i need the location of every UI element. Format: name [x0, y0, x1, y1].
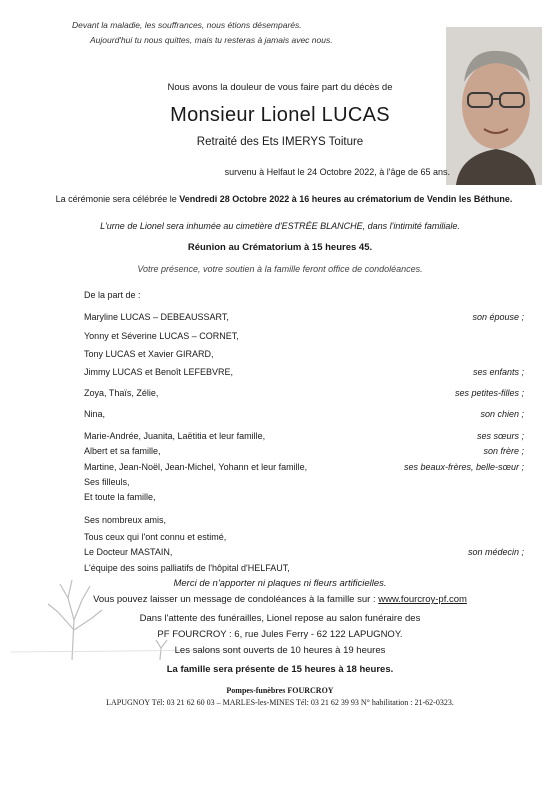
family-row [84, 492, 524, 502]
family-member: Ses nombreux amis, [84, 515, 167, 525]
ceremony-details: Vendredi 28 Octobre 2022 à 16 heures au crématorium de Vendin les Béthune. [179, 194, 513, 204]
family-row [84, 446, 524, 456]
family-member: Zoya, Thaïs, Zélie, [84, 388, 159, 398]
family-member: Nina, [84, 409, 106, 419]
family-row [84, 477, 524, 487]
family-member: Ses filleuls, [84, 477, 130, 487]
poem-line-2: Aujourd'hui tu nous quittes, mais tu resteras à jamais avec nous. [90, 35, 333, 45]
urn-info: L'urne de Lionel sera inhumée au cimetière d'ESTRÉE BLANCHE, dans l'intimité familiale. [100, 221, 460, 231]
family-member: L'équipe des soins palliatifs de l'hôpital d'HELFAUT, [84, 563, 290, 573]
family-row [84, 312, 524, 322]
family-row [84, 331, 524, 341]
family-member: Yonny et Séverine LUCAS – CORNET, [84, 331, 239, 341]
relationship: son médecin ; [467, 547, 524, 557]
salon-hours: Les salons sont ouverts de 10 heures à 19 heures [174, 645, 386, 656]
poem [72, 18, 333, 48]
death-details: survenu à Helfaut le 24 Octobre 2022, à l'âge de 65 ans. [224, 167, 450, 177]
family-row [84, 349, 524, 359]
website-link[interactable]: www.fourcroy-pf.com [378, 594, 467, 605]
family-row [84, 515, 524, 525]
no-flowers-note: Merci de n'apporter ni plaques ni fleurs artificielles. [173, 578, 387, 589]
family-presence: La famille sera présente de 15 heures à 18 heures. [166, 664, 394, 675]
rest-info: Dans l'attente des funérailles, Lionel repose au salon funéraire des [139, 613, 421, 624]
family-member: Marie-Andrée, Juanita, Laëtitia et leur famille, [84, 431, 266, 441]
family-member: De la part de : [84, 290, 141, 300]
relationship: ses sœurs ; [476, 431, 524, 441]
family-member: Et toute la famille, [84, 492, 156, 502]
family-row [84, 290, 524, 300]
contact-info: LAPUGNOY Tél: 03 21 62 60 03 – MARLES-les-MINES Tél: 03 21 62 39 93 N° habilitation : 21-62-0323. [106, 698, 454, 707]
family-row [84, 462, 524, 472]
occupation: Retraité des Ets IMERYS Toiture [196, 136, 364, 148]
meeting-info: Réunion au Crématorium à 15 heures 45. [187, 242, 373, 253]
relationship: son frère ; [483, 446, 524, 456]
poem-line-1: Devant la maladie, les souffrances, nous étions désemparés. [72, 20, 302, 30]
family-row [84, 431, 524, 441]
family-row [84, 547, 524, 557]
family-row [84, 388, 524, 398]
family-row [84, 367, 524, 377]
family-member: Albert et sa famille, [84, 446, 161, 456]
family-member: Tous ceux qui l'ont connu et estimé, [84, 532, 227, 542]
presence-note: Votre présence, votre soutien à la famille feront office de condoléances. [137, 264, 423, 274]
relationship: son épouse ; [472, 312, 524, 322]
family-member: Maryline LUCAS – DEBEAUSSART, [84, 312, 229, 322]
funeral-home-address: PF FOURCROY : 6, rue Jules Ferry - 62 122 LAPUGNOY. [157, 629, 403, 640]
relationship: ses beaux-frères, belle-sœur ; [403, 462, 524, 472]
deceased-name: Monsieur Lionel LUCAS [170, 104, 390, 126]
condolences-info [20, 594, 540, 605]
relationship: son chien ; [480, 409, 524, 419]
condolences-text: Vous pouvez laisser un message de condoléances à la famille sur : [93, 594, 379, 605]
ceremony-info [14, 194, 554, 204]
relationship: ses enfants ; [472, 367, 524, 377]
funeral-director: Pompes-funèbres FOURCROY [226, 686, 334, 695]
family-row [84, 409, 524, 419]
family-member: Le Docteur MASTAIN, [84, 547, 173, 557]
ceremony-prefix: La cérémonie sera célébrée le [55, 194, 180, 204]
intro-text: Nous avons la douleur de vous faire part du décès de [167, 82, 393, 93]
relationship: ses petites-filles ; [454, 388, 524, 398]
family-member: Tony LUCAS et Xavier GIRARD, [84, 349, 214, 359]
family-member: Jimmy LUCAS et Benoît LEFEBVRE, [84, 367, 234, 377]
family-row [84, 532, 524, 542]
family-member: Martine, Jean-Noël, Jean-Michel, Yohann et leur famille, [84, 462, 308, 472]
